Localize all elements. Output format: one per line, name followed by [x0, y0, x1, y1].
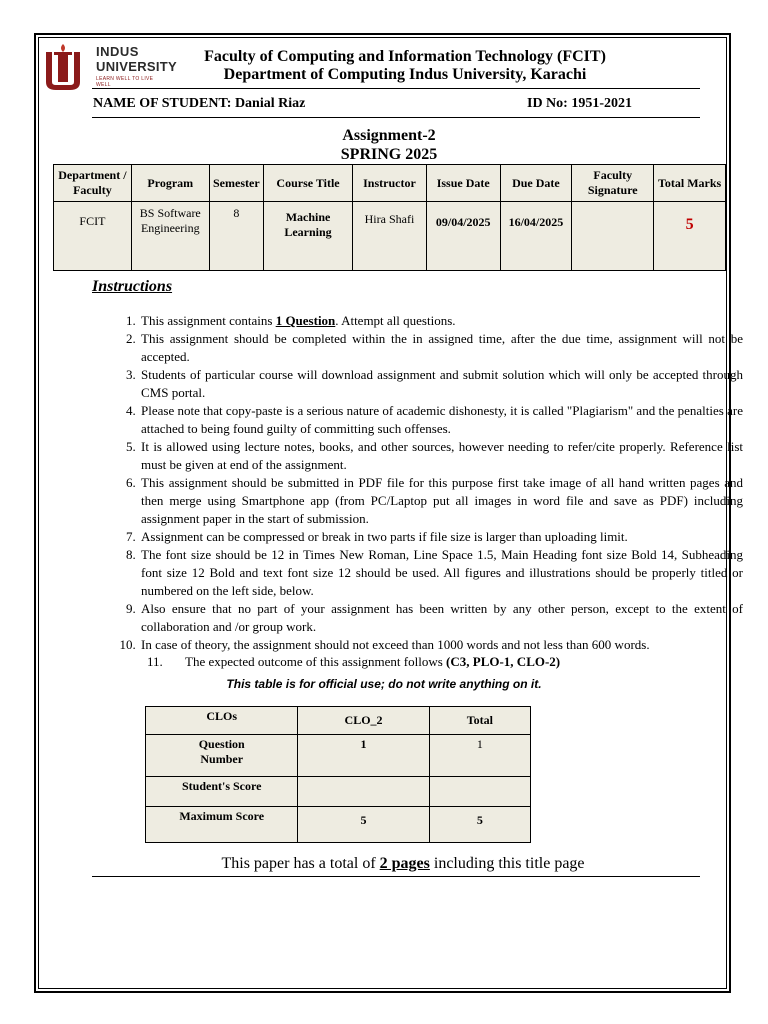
student-id: ID No: 1951-2021: [527, 96, 632, 111]
official-use-note: This table is for official use; do not write anything on it.: [226, 677, 542, 691]
clo-row: [146, 807, 531, 843]
total-marks-number: 5: [685, 216, 694, 233]
clo-cell: 1: [298, 735, 429, 777]
course-info-header-row: [54, 165, 726, 202]
header-cell: Semester: [209, 165, 263, 202]
clo-row: [146, 777, 531, 807]
clo-row-label: Maximum Score: [146, 807, 298, 843]
clo-header-cell: CLO_2: [298, 707, 429, 735]
assignment-title: Assignment-2: [342, 127, 436, 144]
header-cell: Issue Date: [426, 165, 500, 202]
header-cell: Course Title: [263, 165, 352, 202]
logo-line2: UNIVERSITY: [96, 59, 178, 74]
issue-date-value: 09/04/2025: [426, 202, 500, 271]
clo-cell: 5: [429, 807, 530, 843]
header-rule: [92, 88, 700, 89]
clo-row-label: Question Number: [146, 735, 298, 777]
course-info-table: [53, 164, 726, 271]
footer-rule: [92, 876, 700, 877]
instruction-item: 6. This assignment should be submitted in PDF file for this purpose first take image of all hand written pages and then merge using Smartphone app (from PC/Laptop put all images in word file and save as PDF) including assignment paper in the start of submission.: [139, 474, 743, 528]
logo-line1: INDUS: [96, 44, 139, 59]
department-title: Department of Computing Indus University, Karachi: [223, 66, 587, 83]
instruction-item: 3. Students of particular course will download assignment and submit solution which will only be accepted through CMS portal.: [139, 366, 743, 402]
clo-header-cell: Total: [429, 707, 530, 735]
clo-cell: [298, 777, 429, 807]
header-cell: Faculty Signature: [572, 165, 654, 202]
course-info-row: [54, 202, 726, 271]
instruction-item: 1. This assignment contains 1 Question. Attempt all questions.: [139, 312, 743, 330]
student-name: NAME OF STUDENT: Danial Riaz: [93, 96, 306, 111]
header-cell: Department / Faculty: [54, 165, 132, 202]
clo-header-row: [146, 707, 531, 735]
program-value: BS Software Engineering: [131, 202, 209, 271]
instruction-item: 2. This assignment should be completed within the in assigned time, after the due time, assignment will not be accepted.: [139, 330, 743, 366]
university-logo: [40, 42, 178, 92]
clo-cell: 5: [298, 807, 429, 843]
due-date-value: 16/04/2025: [500, 202, 572, 271]
instructor-value: Hira Shafi: [353, 202, 427, 271]
faculty-title: Faculty of Computing and Information Technology (FCIT): [204, 48, 606, 65]
header-cell: Total Marks: [654, 165, 726, 202]
assignment-term: SPRING 2025: [340, 146, 438, 163]
instruction-item: 10. In case of theory, the assignment should not exceed than 1000 words and not less than 600 words.: [139, 636, 743, 654]
instruction-item: 8. The font size should be 12 in Times New Roman, Line Space 1.5, Main Heading font size Bold 14, Subheading font size 12 Bold and text font size 12 should be used. All figures and illustrations should be properly titled or numbered on the left side, below.: [139, 546, 743, 600]
header-cell: Instructor: [353, 165, 427, 202]
clo-row: [146, 735, 531, 777]
instruction-item: 7. Assignment can be compressed or break in two parts if file size is larger than uploading limit.: [139, 528, 743, 546]
header-cell: Due Date: [500, 165, 572, 202]
instructions-list: [93, 312, 743, 654]
department-value: FCIT: [54, 202, 132, 271]
header-cell: Program: [131, 165, 209, 202]
instructions-heading: Instructions: [92, 278, 173, 295]
clo-header-cell: CLOs: [146, 707, 298, 735]
logo-tagline: LEARN WELL TO LIVE WELL: [96, 76, 154, 88]
instruction-item: 5. It is allowed using lecture notes, books, and other sources, however needing to refer/cite properly. Reference list must be given at end of the assignment.: [139, 438, 743, 474]
course-title-value: Machine Learning: [263, 202, 352, 271]
student-rule: [92, 117, 700, 118]
faculty-signature-value: [572, 202, 654, 271]
clo-cell: [429, 777, 530, 807]
page-count-note: This paper has a total of 2 pages including this title page: [221, 855, 585, 872]
clo-cell: 1: [429, 735, 530, 777]
total-marks-value: [654, 202, 726, 271]
logo-emblem-icon: [40, 42, 96, 92]
clo-row-label: Student's Score: [146, 777, 298, 807]
semester-value: 8: [209, 202, 263, 271]
clo-table: [145, 706, 531, 843]
instruction-item: 9. Also ensure that no part of your assignment has been written by any other person, except to the extent of collaboration and /or group work.: [139, 600, 743, 636]
instruction-item: 4. Please note that copy-paste is a serious nature of academic dishonesty, it is called "Plagiarism" and the penalties are attached to being found guilty of committing such offenses.: [139, 402, 743, 438]
instruction-item-11: 11. The expected outcome of this assignment follows (C3, PLO-1, CLO-2): [147, 654, 561, 669]
